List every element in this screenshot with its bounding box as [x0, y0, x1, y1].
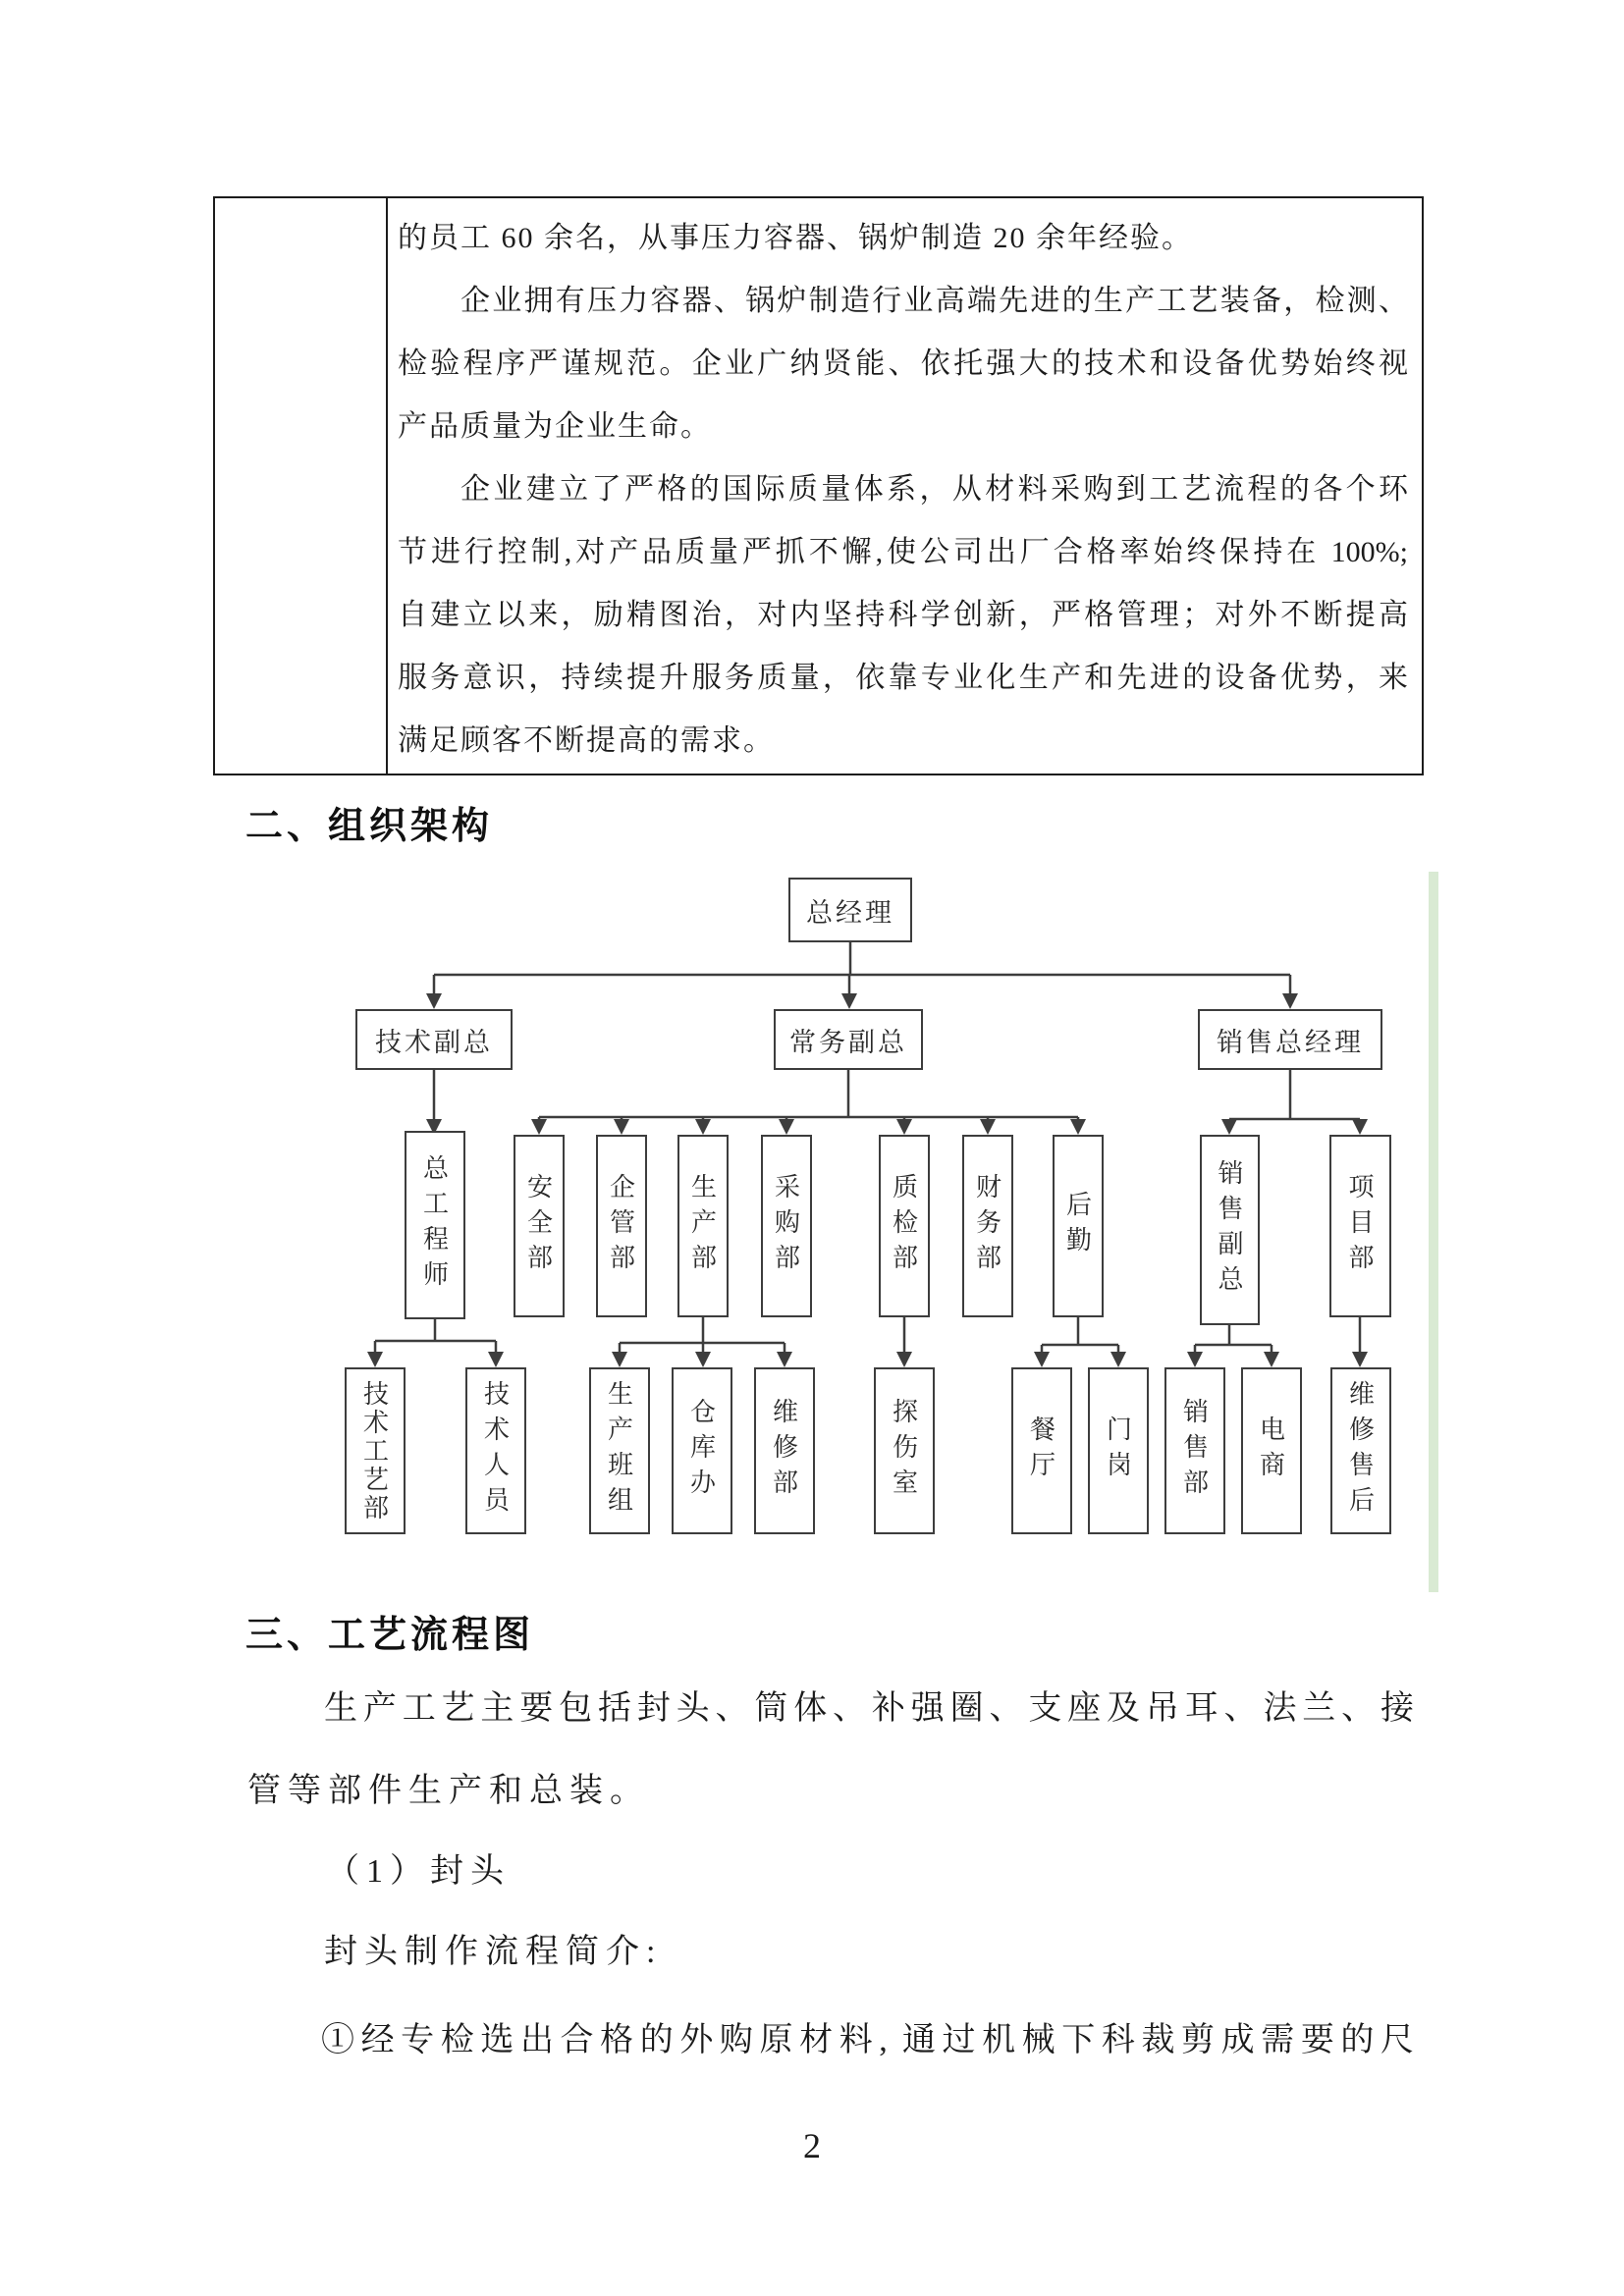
org-node-sales-vice-gm: 销售副总 [1200, 1135, 1260, 1325]
org-node-canteen: 餐厅 [1011, 1367, 1072, 1534]
org-node-after-sales-maintenance: 维修售后 [1330, 1367, 1391, 1534]
org-node-chief-engineer: 总工程师 [405, 1131, 465, 1319]
org-node-e-commerce: 电商 [1241, 1367, 1302, 1534]
org-node-quality-inspection-dept: 质检部 [879, 1135, 930, 1317]
org-node-purchasing-dept: 采购部 [761, 1135, 812, 1317]
org-chart [285, 872, 1443, 1571]
org-node-sales-gm: 销售总经理 [1198, 1009, 1382, 1070]
table-text-line: 的员工 60 余名，从事压力容器、锅炉制造 20 余年经验。 [398, 222, 1193, 254]
page-number: 2 [803, 2126, 821, 2165]
table-text-line: 企业拥有压力容器、锅炉制造行业高端先进的生产工艺装备，检测、 [460, 285, 1408, 317]
org-node-finance-dept: 财务部 [962, 1135, 1013, 1317]
table-text-line: 检验程序严谨规范。企业广纳贤能、依托强大的技术和设备优势始终视 [398, 347, 1408, 380]
section-heading-organization: 二、组织架构 [245, 806, 494, 847]
org-node-general-manager: 总经理 [788, 878, 912, 942]
list-item-head-forming: （1）封头 [326, 1853, 511, 1890]
table-text-line: 服务意识，持续提升服务质量，依靠专业化生产和先进的设备优势，来 [398, 662, 1408, 694]
table-text-line: 产品质量为企业生命。 [398, 410, 712, 443]
org-node-tech-process-dept: 技术工艺部 [345, 1367, 406, 1534]
green-accent-strip [1429, 872, 1438, 1592]
org-node-flaw-detection-room: 探伤室 [874, 1367, 935, 1534]
company-intro-table [213, 196, 1424, 775]
table-text-line: 自建立以来，励精图治，对内坚持科学创新，严格管理；对外不断提高 [398, 599, 1408, 631]
org-node-executive-vice-gm: 常务副总 [774, 1009, 923, 1070]
org-node-warehouse-office: 仓库办 [672, 1367, 732, 1534]
table-cell-right [388, 198, 1422, 774]
org-node-enterprise-mgmt-dept: 企管部 [596, 1135, 647, 1317]
org-node-project-dept: 项目部 [1329, 1135, 1391, 1317]
paragraph-process-line2: 管等部件生产和总装。 [247, 1773, 650, 1809]
table-text-line: 企业建立了严格的国际质量体系，从材料采购到工艺流程的各个环 [460, 473, 1408, 506]
org-node-tech-staff: 技术人员 [465, 1367, 526, 1534]
org-node-production-dept: 生产部 [677, 1135, 729, 1317]
paragraph-process-line1: 生产工艺主要包括封头、筒体、补强圈、支座及吊耳、法兰、接 [324, 1690, 1414, 1727]
org-node-sales-dept: 销售部 [1164, 1367, 1225, 1534]
table-cell-left [215, 198, 388, 774]
paragraph-intro: 封头制作流程简介: [324, 1934, 663, 1970]
org-node-safety-dept: 安全部 [514, 1135, 565, 1317]
org-node-production-team: 生产班组 [589, 1367, 650, 1534]
org-node-maintenance-dept: 维修部 [754, 1367, 815, 1534]
table-text-line: 满足顾客不断提高的需求。 [398, 724, 775, 757]
org-node-tech-vice-gm: 技术副总 [355, 1009, 513, 1070]
section-heading-process-flow: 三、工艺流程图 [245, 1615, 535, 1656]
org-node-logistics: 后勤 [1053, 1135, 1104, 1317]
table-text-line: 节进行控制,对产品质量严抓不懈,使公司出厂合格率始终保持在 100%; [398, 536, 1408, 568]
paragraph-step1: ①经专检选出合格的外购原材料, 通过机械下科裁剪成需要的尺 [321, 2022, 1414, 2058]
org-node-gate-post: 门岗 [1088, 1367, 1149, 1534]
